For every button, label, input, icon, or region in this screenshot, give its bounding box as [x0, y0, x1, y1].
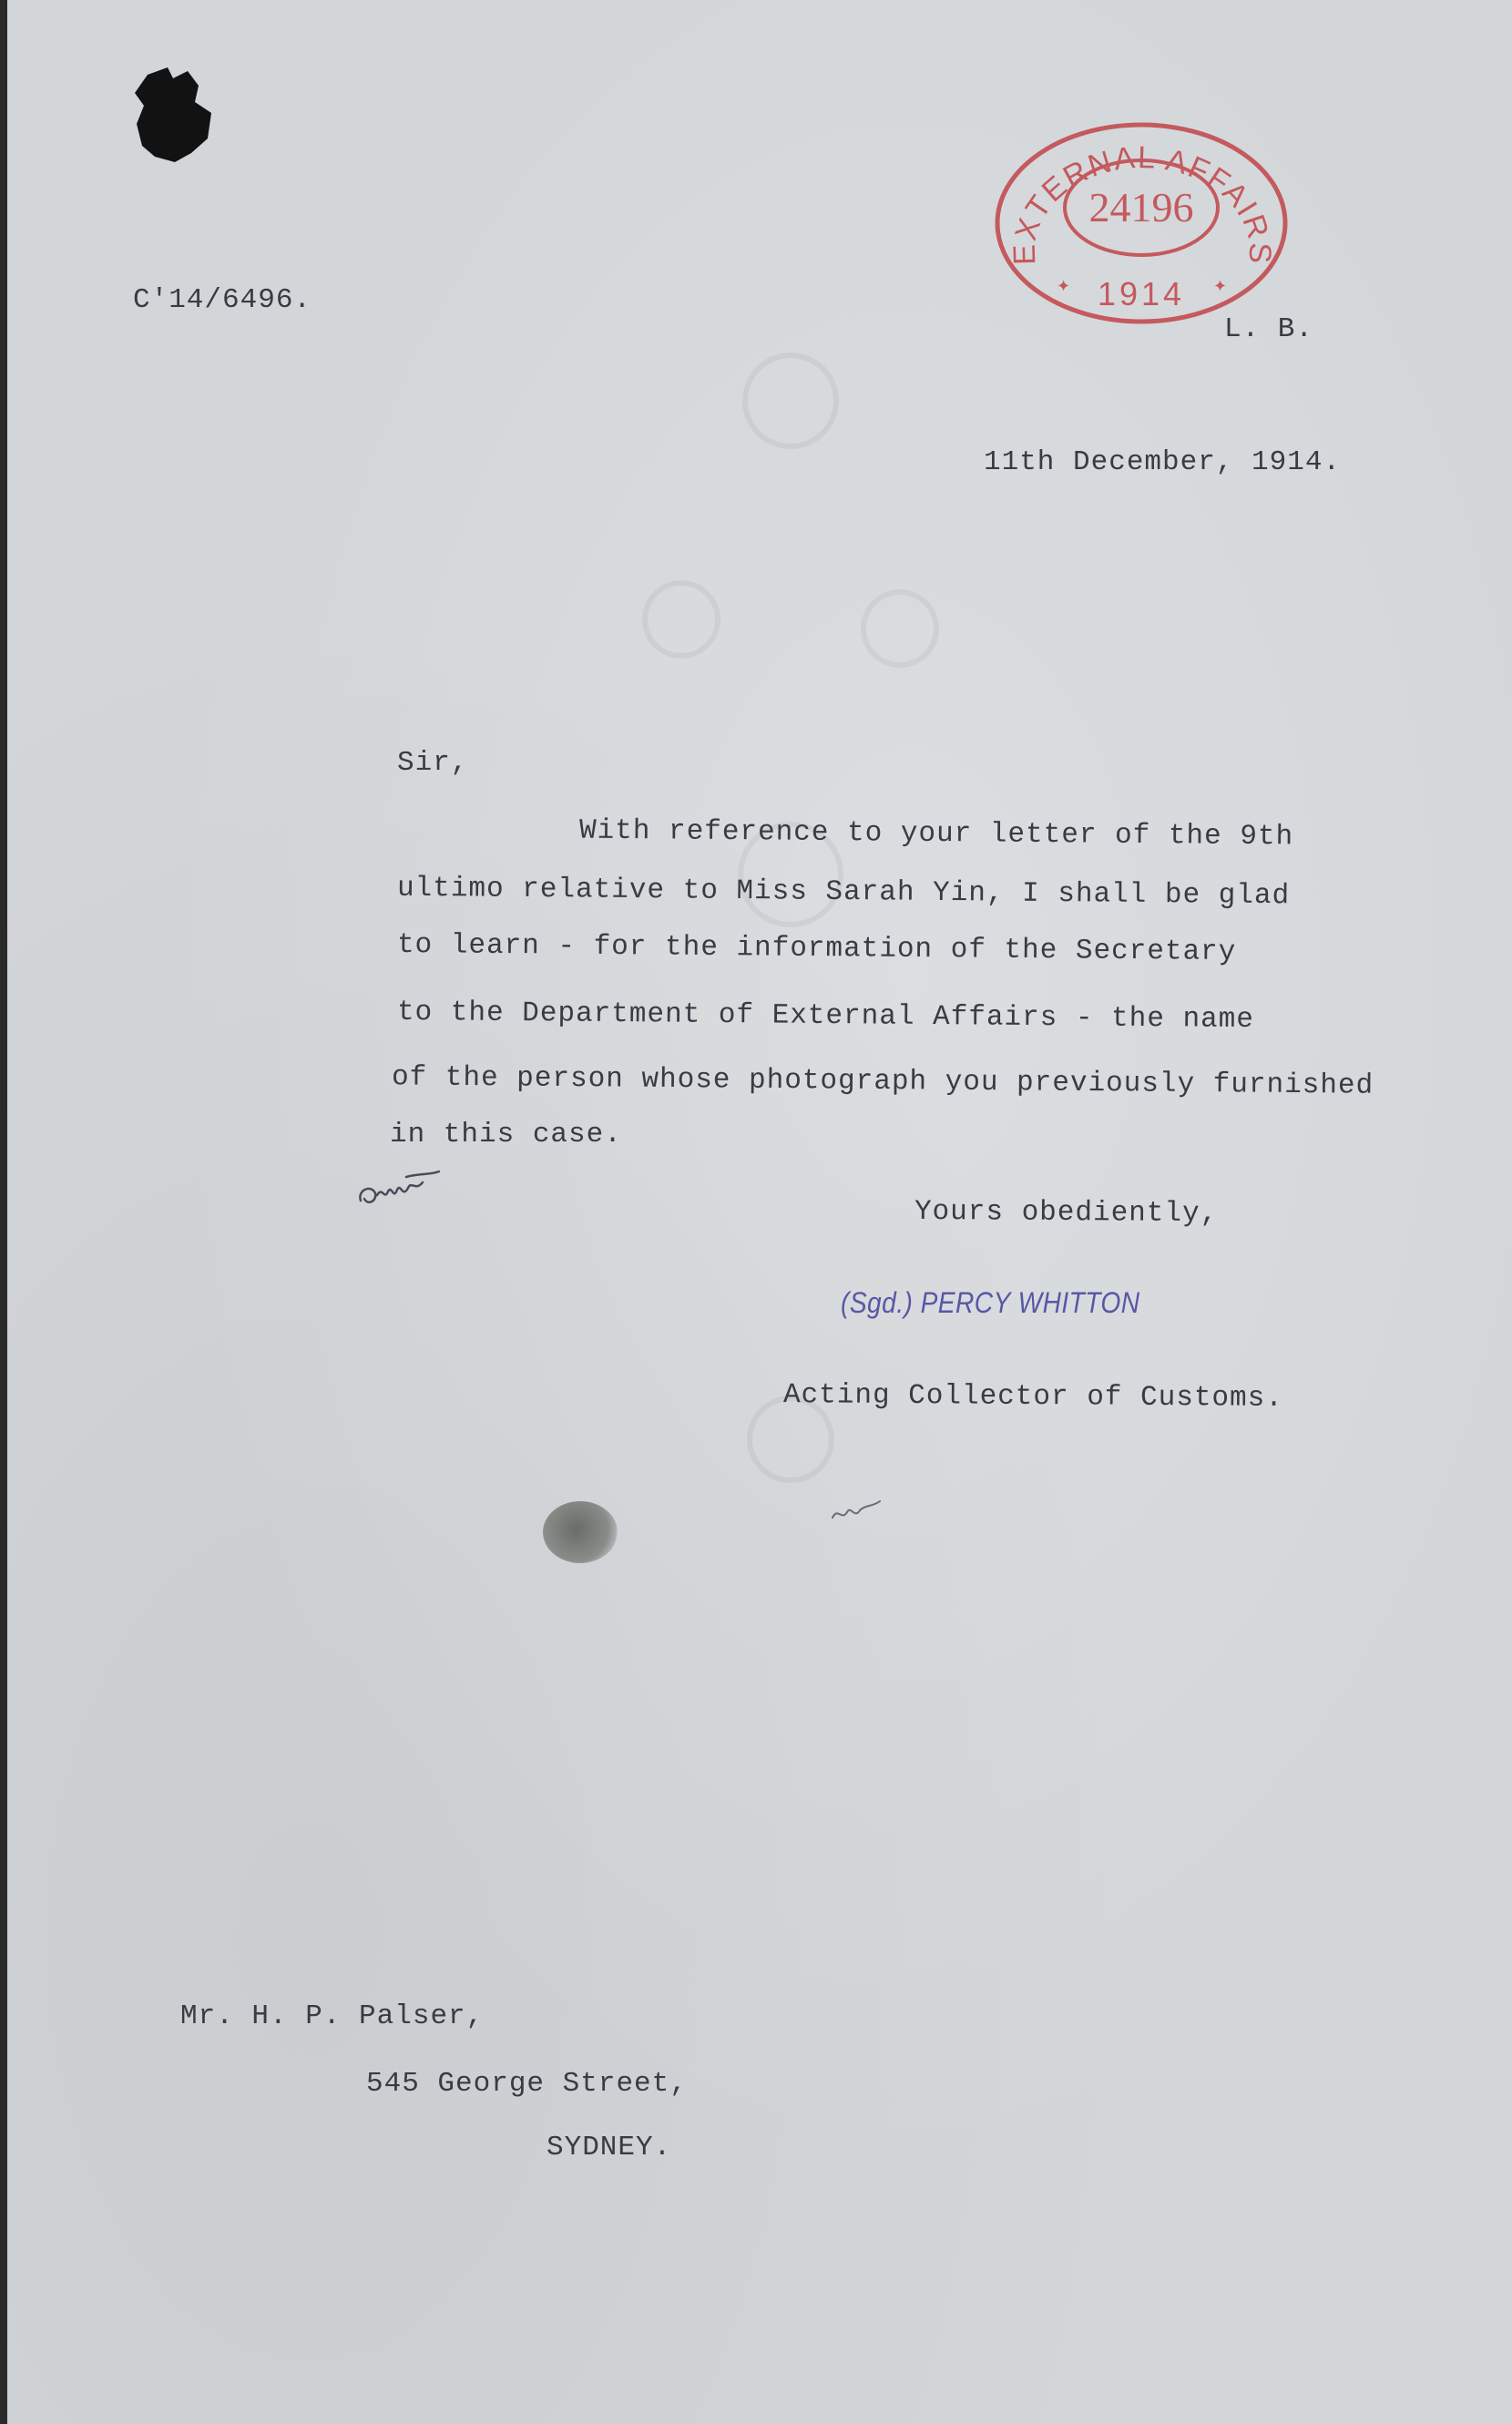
stamp-star-icon: ✦ [1213, 277, 1228, 296]
small-initials-mark [829, 1498, 885, 1527]
signature-stamp: (Sgd.) PERCY WHITTON [841, 1286, 1140, 1319]
salutation: Sir, [397, 747, 469, 779]
addressee-name: Mr. H. P. Palser, [180, 2000, 485, 2032]
body-line: to the Department of External Affairs - the name [396, 996, 1255, 1037]
punch-hole [128, 66, 219, 166]
ink-blot [543, 1501, 618, 1563]
body-line: to learn - for the information of the Secretary [396, 928, 1237, 969]
body-line: of the person whose photograph you previously furnished [391, 1061, 1374, 1102]
letter-book-mark: L. B. [1224, 313, 1314, 345]
handwritten-initials [355, 1164, 443, 1215]
body-line: ultimo relative to Miss Sarah Yin, I shall be glad [396, 872, 1291, 913]
stamp-number: 24196 [1088, 184, 1194, 230]
body-line: in this case. [390, 1119, 622, 1151]
document-page [7, 0, 1512, 2424]
addressee-street: 545 George Street, [366, 2068, 688, 2100]
stamp-star-icon: ✦ [1057, 277, 1071, 296]
body-line: With reference to your letter of the 9th [578, 814, 1294, 854]
stamp-year: 1914 [1097, 275, 1186, 312]
addressee-city: SYDNEY. [547, 2132, 672, 2163]
complimentary-close: Yours obediently, [914, 1195, 1219, 1231]
letter-date: 11th December, 1914. [984, 446, 1342, 478]
signatory-title: Acting Collector of Customs. [782, 1379, 1284, 1415]
stamp-arc-text: EXTERNAL AFFAIRS [1006, 140, 1278, 266]
external-affairs-stamp [991, 118, 1292, 328]
file-reference: C'14/6496. [133, 284, 312, 316]
